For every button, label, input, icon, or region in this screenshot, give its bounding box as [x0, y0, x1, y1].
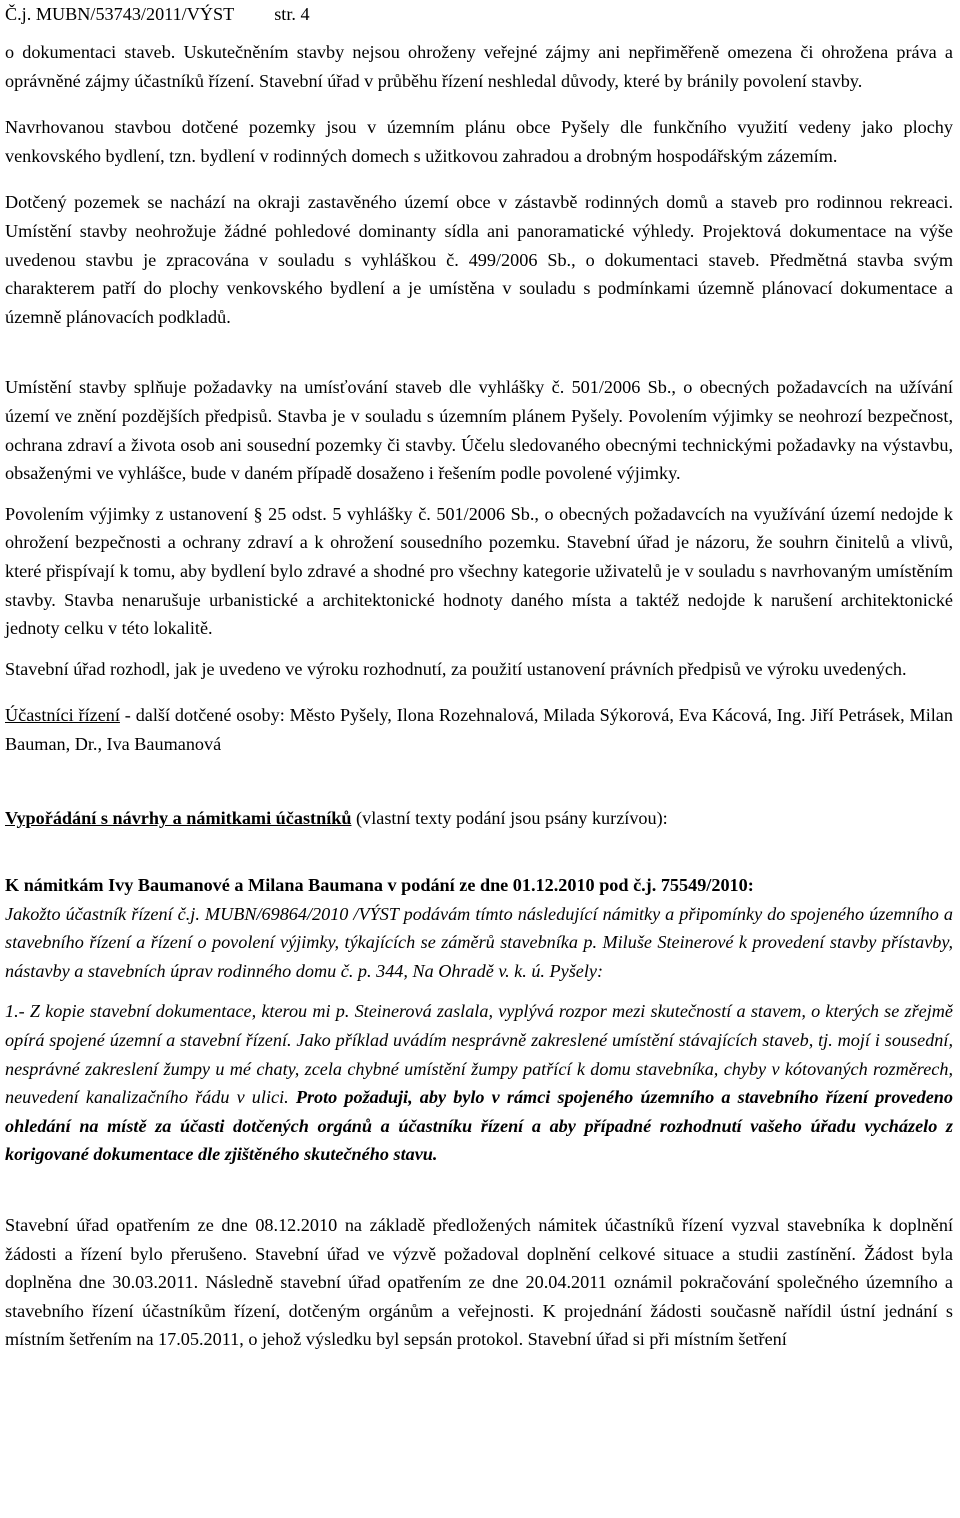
objection-item-1-demand: Proto požaduji, aby bylo v rámci spojeného územního a stavebního řízení provedeno ohledání na místě za účasti dotčených orgánů a účastníku řízení a aby případné rozhodnutí vašeho úřadu vycházelo z korigované dokumentace dle zjištěného skutečného stavu. [5, 1087, 953, 1165]
paragraph-1: o dokumentaci staveb. Uskutečněním stavby nejsou ohroženy veřejné zájmy ani nepřiměřeně omezena či ohrožena práva a oprávněné zájmy účastníků řízení. Stavební úřad v průběhu řízení neshledal důvody, které by bránily povolení stavby. [5, 42, 953, 91]
paragraph-2: Navrhovanou stavbou dotčené pozemky jsou v územním plánu obce Pyšely dle funkčního využití vedeny jako plochy venkovského bydlení, tzn. bydlení v rodinných domech s užitkovou zahradou a drobným hospodářským zázemím. [5, 117, 953, 166]
paragraph-office-response: Stavební úřad opatřením ze dne 08.12.2010 na základě předložených námitek účastníků řízení vyzval stavebníka k doplnění žádosti a řízení bylo přerušeno. Stavební úřad ve výzvě požadoval doplnění celkové situace a studii zastínění. Žádost byla doplněna dne 30.03.2011. Následně stavební úřad opatřením ze dne 20.04.2011 oznámil pokračování společného územního a stavebního řízení účastníkům řízení, dotčeným orgánům a veřejnosti. K projednání žádosti současně nařídil ústní jednání s místním šetřením na 17.05.2011, o jehož výsledku byl sepsán protokol. Stavební úřad si při místním šetření [5, 1215, 953, 1350]
reference-number: Č.j. MUBN/53743/2011/VÝST [5, 4, 235, 24]
paragraph-4: Umístění stavby splňuje požadavky na umísťování staveb dle vyhlášky č. 501/2006 Sb., o obecných požadavcích na užívání území ve znění pozdějších předpisů. Stavba je v souladu s územním plánem Pyšely. Povolením výjimky se neohrozí bezpečnost, ochrana zdraví a života osob ani sousední pozemky či stavby. Účelu sledovaného obecnými technickými požadavky na výstavbu, obsaženými ve vyhlášce, bude v daném případě dosaženo i řešením podle povolené výjimky. [5, 377, 953, 484]
objection-item-1 [5, 997, 953, 1169]
paragraph-3: Dotčený pozemek se nachází na okraji zastavěného území obce v zástavbě rodinných domů a staveb pro rodinnou rekreaci. Umístění stavby neohrožuje žádné pohledové dominanty sídla ani panoramatické výhledy. Projektová dokumentace na výše uvedenou stavbu je zpracována v souladu s vyhláškou č. 499/2006 Sb., o dokumentaci staveb. Předmětná stavba svým charakterem patří do plochy venkovského bydlení a je umístěna v souladu s podmínkami územně plánovací dokumentace a územně plánovacích podkladů. [5, 192, 953, 327]
objection-heading: K námitkám Ivy Baumanové a Milana Baumana v podání ze dne 01.12.2010 pod č.j. 75549/2010: [5, 875, 754, 896]
page-number: str. 4 [274, 4, 310, 24]
participants-list: - další dotčené osoby: Město Pyšely, Ilona Rozehnalová, Milada Sýkorová, Eva Kácová, Ing. Jiří Petrásek, Milan Bauman, Dr., Iva Baumanová [5, 705, 953, 754]
objection-block [5, 871, 953, 985]
objections-intro [5, 804, 953, 833]
participants-label: Účastníci řízení [5, 705, 120, 726]
objections-heading: Vypořádání s návrhy a námitkami účastníků [5, 808, 352, 829]
objections-note: (vlastní texty podání jsou psány kurzívou): [351, 808, 668, 829]
document-page [5, 4, 953, 1354]
paragraph-6: Stavební úřad rozhodl, jak je uvedeno ve výroku rozhodnutí, za použití ustanovení právních předpisů ve výroku uvedených. [5, 658, 907, 679]
objection-intro-text: Jakožto účastník řízení č.j. MUBN/69864/2010 /VÝST podávám tímto následující námitky a připomínky do spojeného územního a stavebního řízení a řízení o povolení výjimky, týkajících se záměrů stavebníka p. Miluše Steinerové k provedení stavby přístavby, nástavby a stavebních úprav rodinného domu č. p. 344, Na Ohradě v. k. ú. Pyšely: [5, 903, 953, 981]
paragraph-5: Povolením výjimky z ustanovení § 25 odst. 5 vyhlášky č. 501/2006 Sb., o obecných požadavcích na využívání území nedojde k ohrožení bezpečnosti a ochrany zdraví a k ohrožení sousedního pozemku. Stavební úřad je názoru, že souhrn činitelů a vlivů, které přispívají k tomu, aby bydlení bylo zdravé a shodné pro všechny kategorie uživatelů je v souladu s navrhovaným umístěním stavby. Stavba nenarušuje urbanistické a architektonické hodnoty daného místa a taktéž nedojde k narušení architektonické jednoty celku v této lokalitě. [5, 503, 953, 639]
participants-paragraph [5, 701, 953, 758]
objection-item-1-text: 1.- Z kopie stavební dokumentace, kterou mi p. Steinerová zaslala, vyplývá rozpor mezi skutečností a stavem, o kterých se zřejmě opírá spojené územní a stavební řízení. Jako příklad uvádím nesprávně zakreslené umístění stávajících staveb, tj. mojí i sousední, nesprávné zakreslení žumpy u mé chaty, zcela chybné umístění žumpy patřící k domu stavebníka, chyby v kótovaných rozměrech, neuvedení kanalizačního řádu v ulici. [5, 1001, 953, 1108]
page-header [5, 4, 953, 24]
